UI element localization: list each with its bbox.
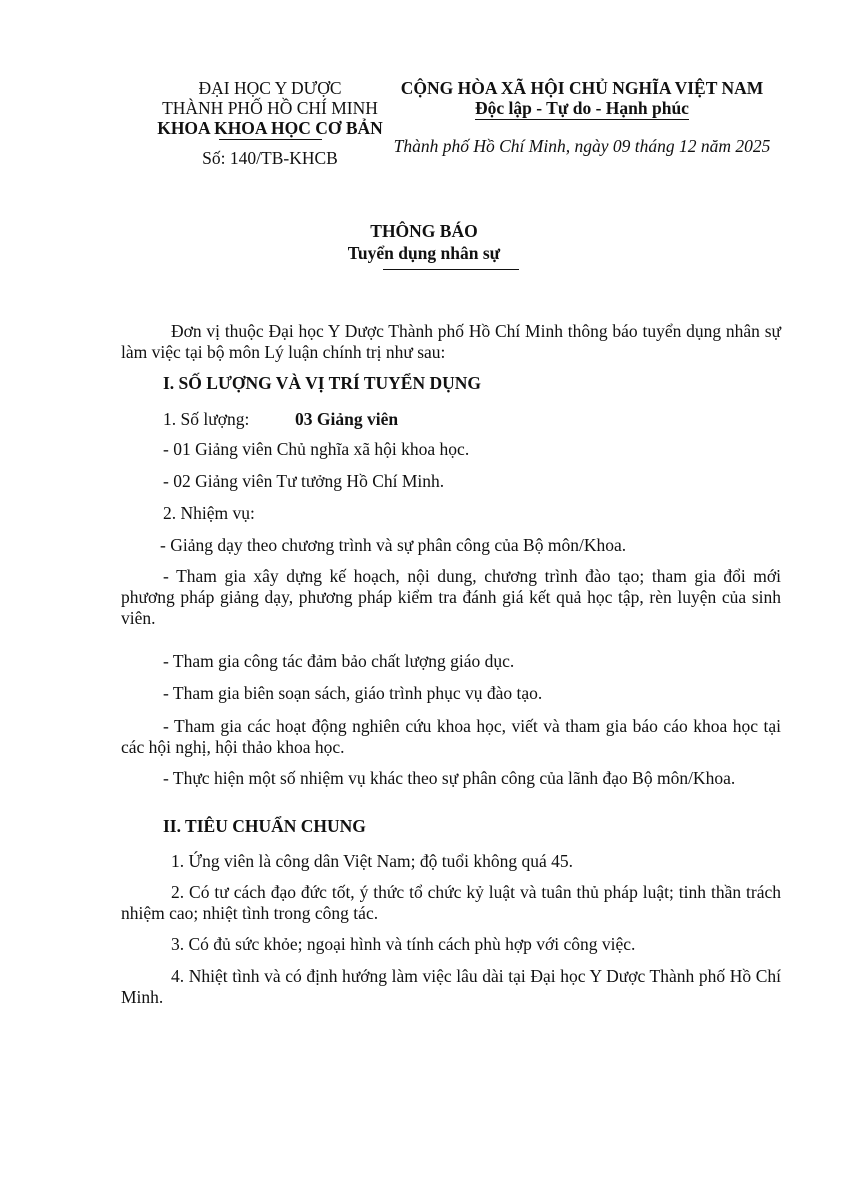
section-1-heading: I. SỐ LƯỢNG VÀ VỊ TRÍ TUYỂN DỤNG xyxy=(163,373,481,393)
document-subtitle: Tuyển dụng nhân sự xyxy=(347,243,501,263)
nation-name: CỘNG HÒA XÃ HỘI CHỦ NGHĨA VIỆT NAM xyxy=(400,78,764,98)
university-name-line1: ĐẠI HỌC Y DƯỢC xyxy=(198,78,342,98)
criteria-item: 3. Có đủ sức khỏe; ngoại hình và tính cách phù hợp với công việc. xyxy=(171,934,636,954)
duty-item: - Giảng dạy theo chương trình và sự phân công của Bộ môn/Khoa. xyxy=(160,535,627,555)
document-number: Số: 140/TB-KHCB xyxy=(202,148,338,168)
faculty-name: KHOA KHOA HỌC CƠ BẢN xyxy=(157,118,383,138)
duties-label: 2. Nhiệm vụ: xyxy=(163,503,255,523)
title-divider xyxy=(383,269,519,270)
criteria-item: 2. Có tư cách đạo đức tốt, ý thức tổ chức kỷ luật và tuân thủ pháp luật; tinh thần trách nhiệm cao; nhiệt tình trong công tác. xyxy=(121,882,781,923)
position-item: - 01 Giảng viên Chủ nghĩa xã hội khoa học. xyxy=(163,439,470,459)
section-2-heading: II. TIÊU CHUẨN CHUNG xyxy=(163,816,366,836)
university-name-line2: THÀNH PHỐ HỒ CHÍ MINH xyxy=(162,98,378,118)
criteria-item: 4. Nhiệt tình và có định hướng làm việc lâu dài tại Đại học Y Dược Thành phố Hồ Chí Minh. xyxy=(121,966,781,1007)
quantity-value: 03 Giảng viên xyxy=(295,409,399,429)
place-and-date: Thành phố Hồ Chí Minh, ngày 09 tháng 12 năm 2025 xyxy=(393,136,771,156)
quantity-label: 1. Số lượng: xyxy=(163,409,250,429)
national-motto: Độc lập - Tự do - Hạnh phúc xyxy=(475,98,689,118)
duty-item: - Tham gia các hoạt động nghiên cứu khoa học, viết và tham gia báo cáo khoa học tại các hội nghị, hội thảo khoa học. xyxy=(121,716,781,757)
duty-item: - Tham gia xây dựng kế hoạch, nội dung, chương trình đào tạo; tham gia đổi mới phương pháp giảng dạy, phương pháp kiểm tra đánh giá kết quả học tập, rèn luyện của sinh viên. xyxy=(121,566,781,628)
duty-item: - Tham gia công tác đảm bảo chất lượng giáo dục. xyxy=(163,651,515,671)
duty-item: - Tham gia biên soạn sách, giáo trình phục vụ đào tạo. xyxy=(163,683,543,703)
document-title: THÔNG BÁO xyxy=(370,221,478,241)
position-item: - 02 Giảng viên Tư tưởng Hồ Chí Minh. xyxy=(163,471,445,491)
national-header xyxy=(372,78,792,156)
header-divider xyxy=(219,139,322,140)
duty-item: - Thực hiện một số nhiệm vụ khác theo sự phân công của lãnh đạo Bộ môn/Khoa. xyxy=(163,768,736,788)
quantity-line xyxy=(163,409,783,430)
intro-paragraph: Đơn vị thuộc Đại học Y Dược Thành phố Hồ Chí Minh thông báo tuyển dụng nhân sự làm việc tại bộ môn Lý luận chính trị như sau: xyxy=(121,321,781,362)
issuer-header xyxy=(140,78,400,168)
criteria-item: 1. Ứng viên là công dân Việt Nam; độ tuổi không quá 45. xyxy=(171,851,574,871)
